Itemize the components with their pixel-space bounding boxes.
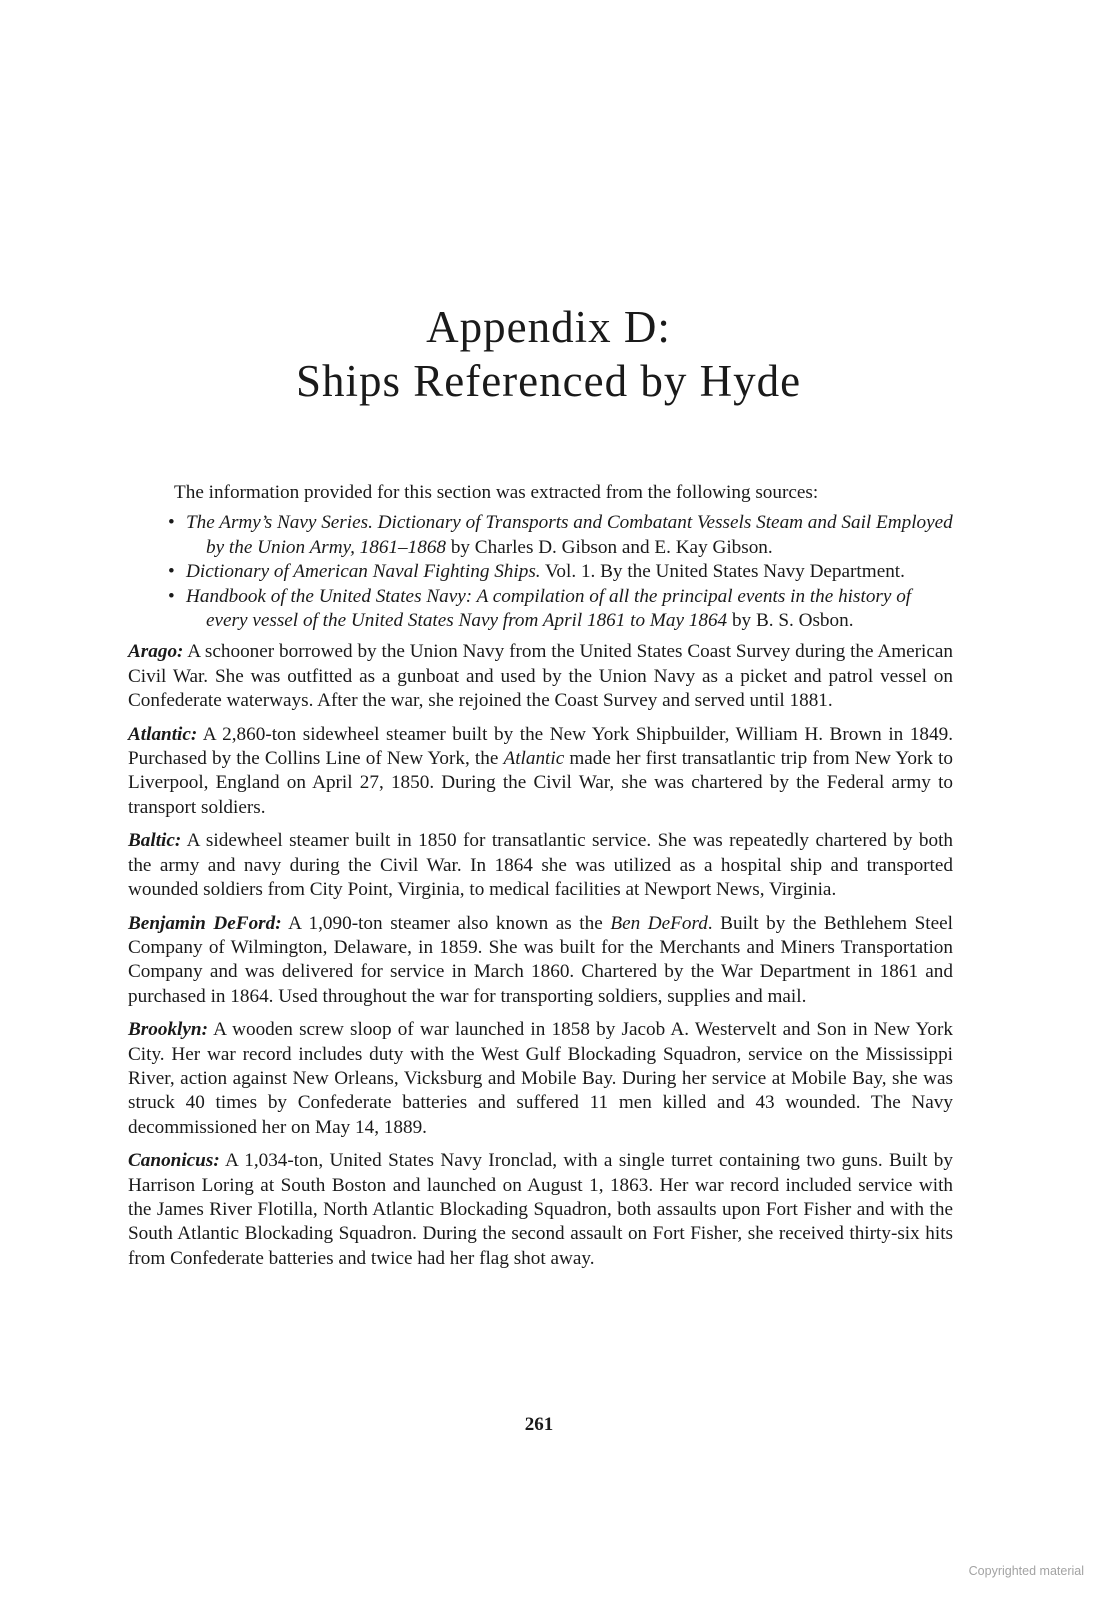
- page-title-line-2: Ships Referenced by Hyde: [295, 356, 802, 406]
- ship-name: Brooklyn:: [128, 1019, 208, 1041]
- ship-name: Atlantic:: [128, 723, 198, 745]
- source-details: by Charles D. Gibson and E. Kay Gibson.: [446, 536, 773, 558]
- ship-entry-benjamin-deford: [128, 912, 953, 1010]
- ship-entry-canonicus: [128, 1149, 953, 1271]
- source-title: Handbook of the United States Navy: A compilation of all the principal events in the history of every vessel of the United States Navy from April 1861 to May 1864: [186, 585, 912, 632]
- copyright-notice: Copyrighted material: [968, 1564, 1084, 1578]
- ship-entry-arago: [128, 640, 953, 713]
- ship-description-cont: made her first transatlantic trip from New York to Liverpool, England on April 27, 1850. During the Civil War, she was chartered by the Federal army to transport soldiers.: [128, 748, 953, 818]
- source-details: Vol. 1. By the United States Navy Department.: [540, 561, 905, 583]
- page-title: [0, 300, 1097, 408]
- ship-entry-baltic: [128, 829, 953, 902]
- intro-paragraph: The information provided for this section was extracted from the following sources:: [174, 482, 819, 503]
- source-item: [128, 511, 953, 560]
- page-body: [128, 481, 953, 1280]
- source-details: by B. S. Osbon.: [727, 610, 854, 632]
- source-item: [128, 585, 953, 634]
- page-title-line-1: Appendix D:: [426, 302, 671, 352]
- ship-description: A sidewheel steamer built in 1850 for transatlantic service. She was repeatedly chartered by both the army and navy during the Civil War. In 1864 she was utilized as a hospital ship and transported wounded soldiers from City Point, Virginia, to medical facilities at Newport News, Virginia.: [128, 830, 953, 901]
- ship-name: Benjamin DeFord:: [128, 912, 282, 934]
- ship-description: A 1,034-ton, United States Navy Ironclad, with a single turret containing two guns. Built by Harrison Loring at South Boston and launched on August 1, 1863. Her war record included service with the James River Flotilla, North Atlantic Blockading Squadron, both assaults upon Fort Fisher and with the South Atlantic Blockading Squadron. During the second assault on Fort Fisher, she received thirty-six hits from Confederate batteries and twice had her flag shot away.: [128, 1150, 953, 1269]
- ship-name-italic: Atlantic: [503, 748, 565, 770]
- ship-name: Arago:: [128, 641, 184, 663]
- ship-entry-brooklyn: [128, 1018, 953, 1140]
- source-title: Dictionary of American Naval Fighting Ships.: [186, 561, 541, 583]
- page-number: 261: [524, 1414, 554, 1435]
- ship-description-cont: . Built by the Bethlehem Steel Company of Wilmington, Delaware, in 1859. She was built for the Merchants and Miners Transportation Company and was delivered for service in March 1860. Chartered by the War Department in 1861 and purchased in 1864. Used throughout the war for transporting soldiers, supplies and mail.: [128, 912, 953, 1007]
- ship-description: A 2,860-ton sidewheel steamer built by the New York Shipbuilder, William H. Brown in 1849. Purchased by the Collins Line of New York, the: [128, 723, 953, 770]
- source-title: The Army’s Navy Series. Dictionary of Transports and Combatant Vessels Steam and Sail Employed by the Union Army, 1861–1868: [186, 512, 953, 558]
- ship-name: Baltic:: [128, 830, 182, 852]
- ship-name-italic: Ben DeFord: [610, 912, 708, 934]
- ship-entry-atlantic: [128, 723, 953, 821]
- ship-description: A wooden screw sloop of war launched in 1858 by Jacob A. Westervelt and Son in New York City. Her war record includes duty with the West Gulf Blockading Squadron, service on the Mississippi River, action against New Orleans, Vicksburg and Mobile Bay. During her service at Mobile Bay, she was struck 40 times by Confederate batteries and suffered 11 men killed and 43 wounded. The Navy decommissioned her on May 14, 1889.: [128, 1019, 953, 1138]
- source-item: [128, 560, 953, 584]
- ship-description: A schooner borrowed by the Union Navy from the United States Coast Survey during the American Civil War. She was outfitted as a gunboat and used by the Union Navy as a picket and patrol vessel on Confederate waterways. After the war, she rejoined the Coast Survey and served until 1881.: [128, 641, 953, 712]
- ship-description: A 1,090-ton steamer also known as the: [281, 912, 611, 934]
- source-list: [128, 511, 953, 633]
- ship-name: Canonicus:: [128, 1150, 220, 1172]
